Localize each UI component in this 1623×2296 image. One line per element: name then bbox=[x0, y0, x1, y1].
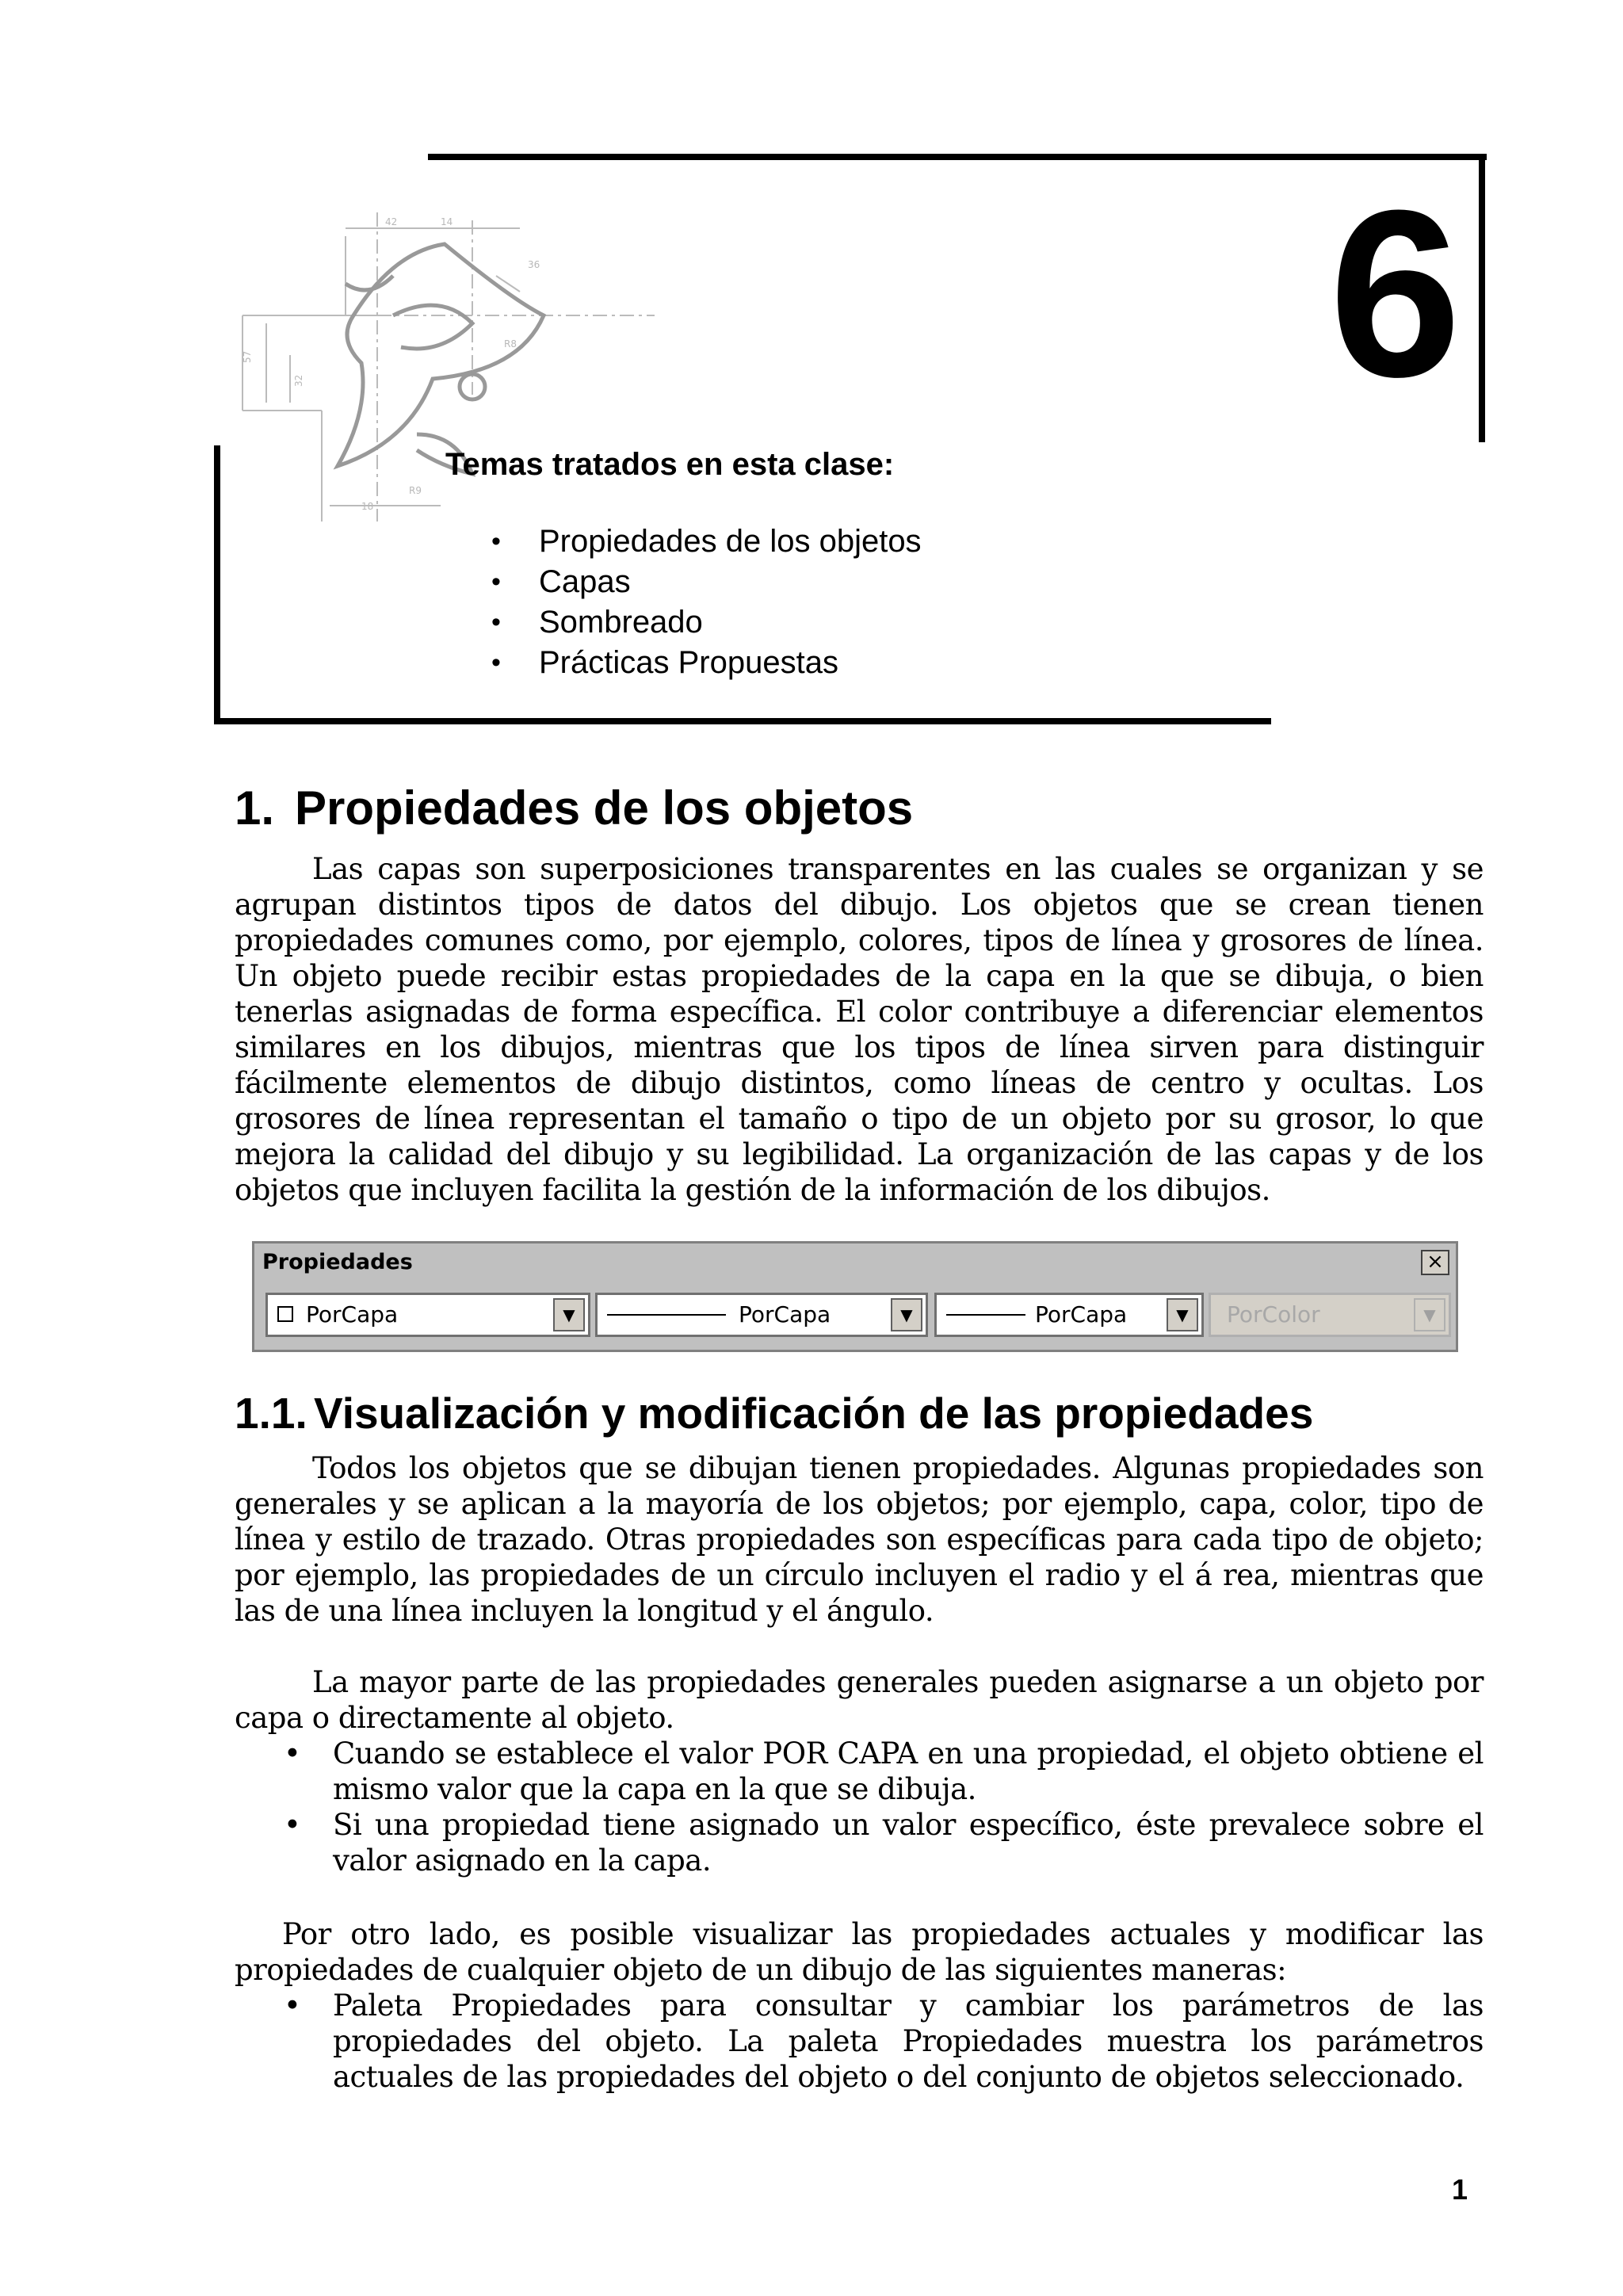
subsection-heading bbox=[235, 1387, 1313, 1439]
bullet-list bbox=[235, 1736, 1484, 1878]
bullet-item: • Cuando se establece el valor POR CAPA en una propiedad, el objeto obtiene el mismo valor que la capa en la que se dibuja. bbox=[235, 1736, 1484, 1807]
chevron-down-icon[interactable]: ▼ bbox=[891, 1298, 922, 1331]
lineweight-sample-icon bbox=[946, 1314, 1025, 1316]
bullet-list bbox=[235, 1988, 1484, 2095]
svg-text:32: 32 bbox=[293, 374, 304, 387]
subsection-paragraph: La mayor parte de las propiedades generales pueden asignarse a un objeto por capa o directamente al objeto. bbox=[235, 1665, 1484, 1735]
chevron-down-icon[interactable]: ▼ bbox=[1167, 1298, 1198, 1331]
color-dropdown-value: PorCapa bbox=[306, 1301, 399, 1328]
bullet-item: • Si una propiedad tiene asignado un valor específico, éste prevalece sobre el valor asignado en la capa. bbox=[235, 1807, 1484, 1878]
section-title: Propiedades de los objetos bbox=[295, 781, 914, 835]
linetype-dropdown-value: PorCapa bbox=[739, 1301, 831, 1328]
bullet-item: • Paleta Propiedades para consultar y cambiar los parámetros de las propiedades del objeto. La paleta Propiedades muestra los parámetros actuales de las propiedades del objeto o del conjunto de objetos seleccionado. bbox=[235, 1988, 1484, 2095]
svg-text:57: 57 bbox=[242, 350, 253, 363]
chevron-down-icon[interactable]: ▼ bbox=[553, 1298, 585, 1331]
color-dropdown[interactable] bbox=[265, 1293, 590, 1337]
section-heading bbox=[235, 780, 913, 837]
subsection-paragraph: Todos los objetos que se dibujan tienen propiedades. Algunas propiedades son generales y se aplican a la mayoría de los objetos; por ejemplo, capa, color, tipo de línea y estilo de trazado. Otras propiedades son específicas para cada tipo de objeto; por ejemplo, las propiedades de un círculo incluyen el radio y el á rea, mientras que las de una línea incluyen la longitud y el ángulo. bbox=[235, 1451, 1484, 1628]
subsection-paragraph: Por otro lado, es posible visualizar las propiedades actuales y modificar las propiedades de cualquier objeto de un dibujo de las siguientes maneras: bbox=[235, 1917, 1484, 1987]
header-frame-top-rule bbox=[428, 154, 1487, 160]
close-icon[interactable]: × bbox=[1421, 1250, 1449, 1275]
topic-item: • Capas bbox=[491, 562, 922, 602]
section-number: 1. bbox=[235, 781, 275, 835]
subsection-number: 1.1. bbox=[235, 1389, 307, 1438]
svg-text:18: 18 bbox=[361, 501, 374, 512]
linetype-sample-icon bbox=[607, 1314, 726, 1316]
topics-heading: Temas tratados en esta clase: bbox=[445, 447, 895, 482]
lineweight-dropdown[interactable] bbox=[934, 1293, 1204, 1337]
toolbar-title: Propiedades bbox=[262, 1250, 413, 1274]
header-frame-bottom-rule bbox=[214, 718, 1271, 724]
topic-item: • Prácticas Propuestas bbox=[491, 643, 922, 683]
plotstyle-dropdown-value: PorColor bbox=[1227, 1301, 1320, 1328]
section-paragraph: Las capas son superposiciones transparentes en las cuales se organizan y se agrupan distintos tipos de datos del dibujo. Los objetos que se crean tienen propiedades comunes como, por ejemplo, colores, tipos de línea y grosores de línea. Un objeto puede recibir estas propiedades de la capa en la que se dibuja, o bien tenerlas asignadas de forma específica. El color contribuye a diferenciar elementos similares en los dibujos, mientras que los tipos de línea sirven para distinguir fácilmente elementos de dibujo distintos, como líneas de centro y ocultas. Los grosores de línea representan el tamaño o tipo de un objeto por su grosor, lo que mejora la calidad del dibujo y su legibilidad. La organización de las capas y de los objetos que incluyen facilita la gestión de la información de los dibujos. bbox=[235, 852, 1484, 1207]
properties-toolbar bbox=[252, 1241, 1458, 1352]
lineweight-dropdown-value: PorCapa bbox=[1035, 1301, 1128, 1328]
svg-text:R8: R8 bbox=[504, 338, 517, 350]
color-swatch-icon bbox=[277, 1306, 293, 1322]
svg-text:42: 42 bbox=[385, 216, 398, 227]
svg-text:36: 36 bbox=[528, 259, 540, 270]
subsection-title: Visualización y modificación de las propiedades bbox=[314, 1389, 1314, 1438]
header-frame-left-rule bbox=[214, 445, 220, 724]
chevron-down-icon: ▼ bbox=[1414, 1298, 1445, 1331]
header-frame-right-rule bbox=[1479, 154, 1485, 442]
svg-text:R9: R9 bbox=[409, 485, 422, 496]
topic-item: • Sombreado bbox=[491, 602, 922, 643]
page-number: 1 bbox=[1452, 2173, 1468, 2206]
linetype-dropdown[interactable] bbox=[595, 1293, 928, 1337]
svg-text:14: 14 bbox=[441, 216, 453, 227]
topics-list bbox=[491, 521, 922, 683]
plotstyle-dropdown bbox=[1209, 1293, 1451, 1337]
topic-item: • Propiedades de los objetos bbox=[491, 521, 922, 562]
chapter-number: 6 bbox=[1329, 160, 1458, 426]
